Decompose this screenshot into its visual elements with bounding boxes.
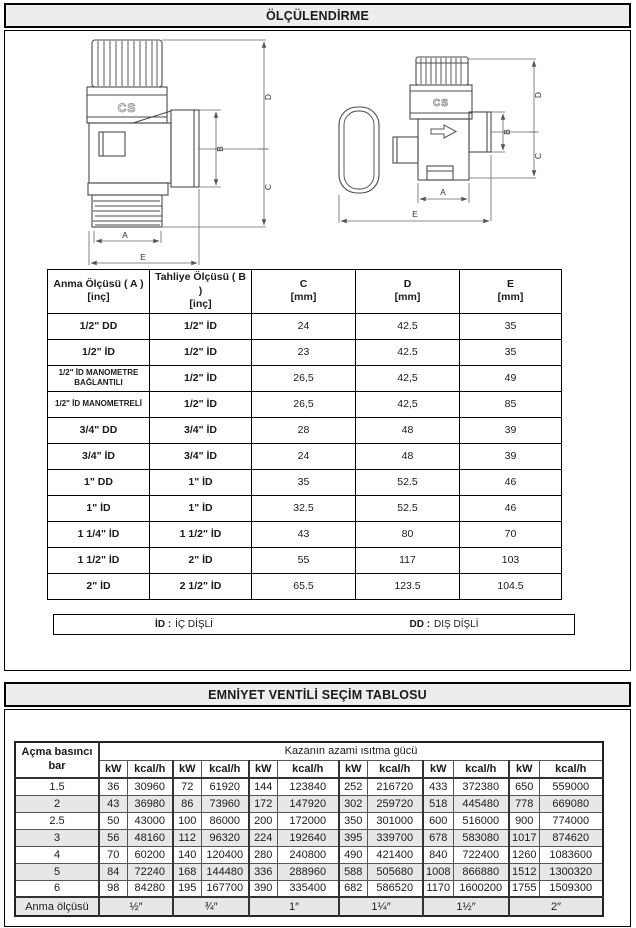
opening-pressure-cell: 2.5 [15,812,99,829]
col-header-anma-olcusu: Anma Ölçüsü ( A ) [inç] [48,270,150,314]
kw-value-cell: 252 [339,778,367,795]
opening-pressure-cell: 2 [15,795,99,812]
dim-label-d: D [263,93,273,101]
dim-label-b: B [215,146,225,152]
table-row [48,391,562,417]
kcalh-value-cell: 72240 [127,863,173,880]
dim-cell: 1 1/2" İD [48,547,150,573]
dimension-table-header-row [48,270,562,314]
kw-value-cell: 168 [173,863,201,880]
kcalh-value-cell: 669080 [539,795,603,812]
nominal-size-cell: 1½″ [423,897,509,916]
col-header-c: C [mm] [252,270,356,314]
dim-cell: 35 [460,313,562,339]
opening-pressure-cell: 3 [15,829,99,846]
col-header-tahliye-olcusu: Tahliye Ölçüsü ( B ) [inç] [150,270,252,314]
dim-cell: 43 [252,521,356,547]
unit-kw-header: kW [339,760,367,778]
kw-value-cell: 50 [99,812,127,829]
table-row [48,365,562,391]
kcalh-value-cell: 192640 [277,829,339,846]
kw-value-cell: 600 [423,812,453,829]
dim-cell: 70 [460,521,562,547]
unit-kcalh-header: kcal/h [127,760,173,778]
kcalh-value-cell: 874620 [539,829,603,846]
table-row [48,521,562,547]
dim-cell: 104.5 [460,573,562,599]
unit-header-row [15,760,603,778]
kcalh-value-cell: 1300320 [539,863,603,880]
table-row [48,547,562,573]
unit-kcalh-header: kcal/h [367,760,423,778]
nominal-size-cell: ¾″ [173,897,249,916]
left-valve-drawing [59,35,289,275]
outlet-port [171,110,199,187]
kcalh-value-cell: 516000 [453,812,509,829]
dim-cell: 1 1/2" İD [150,521,252,547]
table-row [48,573,562,599]
section-title-selection: EMNİYET VENTİLİ SEÇİM TABLOSU [4,682,631,707]
dim-cell: 39 [460,417,562,443]
dim-label-a: A [122,230,128,240]
dim-cell: 3/4" İD [150,443,252,469]
dim-cell: 3/4" DD [48,417,150,443]
dim-label-e: E [412,209,418,219]
kw-value-cell: 144 [249,778,277,795]
section-title-dimensioning: ÖLÇÜLENDİRME [4,3,631,28]
kcalh-value-cell: 123840 [277,778,339,795]
kw-value-cell: 650 [509,778,539,795]
dim-cell: 1/2" İD [48,339,150,365]
kw-value-cell: 140 [173,846,201,863]
kcalh-value-cell: 30960 [127,778,173,795]
dim-cell: 55 [252,547,356,573]
kcalh-value-cell: 445480 [453,795,509,812]
table-row [15,812,603,829]
unit-kcalh-header: kcal/h [539,760,603,778]
knurled-cap [416,57,468,85]
selection-table [14,741,604,917]
unit-kw-header: kW [423,760,453,778]
kw-value-cell: 302 [339,795,367,812]
dim-cell: 52.5 [356,495,460,521]
unit-kcalh-header: kcal/h [201,760,249,778]
kcalh-value-cell: 216720 [367,778,423,795]
unit-kw-header: kW [99,760,127,778]
kw-value-cell: 350 [339,812,367,829]
dim-label-a: A [440,187,446,197]
dim-cell: 1/2" İD [150,339,252,365]
kw-value-cell: 518 [423,795,453,812]
kw-value-cell: 900 [509,812,539,829]
kcalh-value-cell: 120400 [201,846,249,863]
nominal-size-cell: 1″ [249,897,339,916]
kcalh-value-cell: 144480 [201,863,249,880]
dimension-table [47,269,562,600]
table-row [15,880,603,897]
kw-value-cell: 172 [249,795,277,812]
kw-value-cell: 490 [339,846,367,863]
nominal-size-cell: ½″ [99,897,173,916]
dim-label-e: E [140,252,146,262]
dim-cell: 26,5 [252,391,356,417]
kw-value-cell: 200 [249,812,277,829]
valve-body-outline [87,40,199,227]
thread-legend [53,614,575,635]
opening-pressure-cell: 4 [15,846,99,863]
dim-cell: 24 [252,443,356,469]
kw-value-cell: 70 [99,846,127,863]
kw-value-cell: 1008 [423,863,453,880]
col-header-e: E [mm] [460,270,562,314]
table-row [15,846,603,863]
kw-value-cell: 840 [423,846,453,863]
dim-cell: 1" DD [48,469,150,495]
kcalh-value-cell: 147920 [277,795,339,812]
table-row [48,313,562,339]
sel-table-body [15,778,603,916]
kcalh-value-cell: 73960 [201,795,249,812]
dim-cell: 42,5 [356,365,460,391]
kcalh-value-cell: 259720 [367,795,423,812]
dim-cell: 48 [356,443,460,469]
kcalh-value-cell: 421400 [367,846,423,863]
kw-value-cell: 86 [173,795,201,812]
dim-cell: 2" İD [150,547,252,573]
dim-cell: 32.5 [252,495,356,521]
dim-cell: 42.5 [356,339,460,365]
kw-value-cell: 682 [339,880,367,897]
kcalh-value-cell: 96320 [201,829,249,846]
kw-value-cell: 224 [249,829,277,846]
dim-cell: 23 [252,339,356,365]
flow-arrow-icon [431,125,456,138]
right-valve-drawing [331,43,566,243]
dim-cell: 3/4" İD [150,417,252,443]
dim-label-c: C [533,152,543,160]
dim-cell: 1/2" İD MANOMETRE BAĞLANTILI [48,365,150,391]
kcalh-value-cell: 167700 [201,880,249,897]
knurled-cap [92,40,162,87]
kcalh-value-cell: 84280 [127,880,173,897]
dimensioning-section [4,30,631,671]
kcalh-value-cell: 559000 [539,778,603,795]
technical-drawings [5,31,630,267]
kcalh-value-cell: 48160 [127,829,173,846]
kcalh-value-cell: 1083600 [539,846,603,863]
dim-cell: 2" İD [48,573,150,599]
table-row [48,339,562,365]
kw-value-cell: 100 [173,812,201,829]
valve-body-outline [339,57,491,193]
kcalh-value-cell: 583080 [453,829,509,846]
kcalh-value-cell: 60200 [127,846,173,863]
dim-cell: 2 1/2" İD [150,573,252,599]
kw-value-cell: 43 [99,795,127,812]
unit-kw-header: kW [249,760,277,778]
kcalh-value-cell: 586520 [367,880,423,897]
dim-cell: 48 [356,417,460,443]
dim-cell: 46 [460,495,562,521]
dimension-lines [339,59,539,223]
kw-value-cell: 280 [249,846,277,863]
dim-cell: 39 [460,443,562,469]
nominal-size-label: Anma ölçüsü [15,897,99,916]
dim-table-body [48,313,562,599]
dim-cell: 46 [460,469,562,495]
dim-cell: 28 [252,417,356,443]
legend-id: İD : İÇ DİŞLİ [155,618,213,630]
kw-value-cell: 36 [99,778,127,795]
table-row [48,469,562,495]
unit-kw-header: kW [509,760,539,778]
opening-pressure-cell: 6 [15,880,99,897]
kcalh-value-cell: 774000 [539,812,603,829]
kw-value-cell: 56 [99,829,127,846]
kw-value-cell: 195 [173,880,201,897]
dim-label-c: C [263,183,273,191]
dim-cell: 80 [356,521,460,547]
kw-value-cell: 1512 [509,863,539,880]
kcalh-value-cell: 172000 [277,812,339,829]
kw-value-cell: 84 [99,863,127,880]
col-header-d: D [mm] [356,270,460,314]
unit-kcalh-header: kcal/h [453,760,509,778]
kcalh-value-cell: 335400 [277,880,339,897]
kw-value-cell: 1017 [509,829,539,846]
unit-kw-header: kW [173,760,201,778]
unit-kcalh-header: kcal/h [277,760,339,778]
kcalh-value-cell: 866880 [453,863,509,880]
kcalh-value-cell: 722400 [453,846,509,863]
kcalh-value-cell: 86000 [201,812,249,829]
kcalh-value-cell: 301000 [367,812,423,829]
dim-cell: 24 [252,313,356,339]
dim-cell: 65.5 [252,573,356,599]
kw-value-cell: 395 [339,829,367,846]
dim-cell: 42,5 [356,391,460,417]
col-header-kazan-gucu: Kazanın azami ısıtma gücü [99,742,603,760]
dim-cell: 1/2" İD [150,365,252,391]
nominal-size-cell: 1¼″ [339,897,423,916]
kw-value-cell: 1260 [509,846,539,863]
kcalh-value-cell: 505680 [367,863,423,880]
dim-cell: 1" İD [48,495,150,521]
kcalh-value-cell: 339700 [367,829,423,846]
kw-value-cell: 112 [173,829,201,846]
dim-cell: 123.5 [356,573,460,599]
hex-flange [88,183,168,195]
dim-cell: 49 [460,365,562,391]
dim-cell: 3/4" İD [48,443,150,469]
dim-label-b: B [502,129,512,135]
dim-cell: 1" İD [150,495,252,521]
nominal-size-cell: 2″ [509,897,603,916]
table-row [48,417,562,443]
selection-header-row [15,742,603,760]
table-row [15,795,603,812]
cs-logo: CS [117,101,137,115]
kcalh-value-cell: 1509300 [539,880,603,897]
dim-cell: 1/2" DD [48,313,150,339]
table-row [48,443,562,469]
kw-value-cell: 1170 [423,880,453,897]
kw-value-cell: 72 [173,778,201,795]
kcalh-value-cell: 1600200 [453,880,509,897]
dim-cell: 117 [356,547,460,573]
table-row [15,829,603,846]
dim-label-d: D [533,91,543,99]
col-header-acma-basinci: Açma basıncı bar [15,742,99,778]
kw-value-cell: 778 [509,795,539,812]
kcalh-value-cell: 372380 [453,778,509,795]
dim-cell: 103 [460,547,562,573]
selection-section [4,709,631,927]
kcalh-value-cell: 43000 [127,812,173,829]
dim-cell: 1" İD [150,469,252,495]
dim-cell: 1/2" İD MANOMETRELİ [48,391,150,417]
dim-cell: 1 1/4" İD [48,521,150,547]
table-row [15,778,603,795]
dim-cell: 42.5 [356,313,460,339]
dim-cell: 52.5 [356,469,460,495]
table-row [48,495,562,521]
kw-value-cell: 98 [99,880,127,897]
dim-cell: 35 [252,469,356,495]
kw-value-cell: 336 [249,863,277,880]
kw-value-cell: 678 [423,829,453,846]
legend-dd: DD : DIŞ DİŞLİ [409,618,479,630]
dim-cell: 85 [460,391,562,417]
cs-logo: CS [433,98,449,109]
kw-value-cell: 433 [423,778,453,795]
table-row [15,863,603,880]
kcalh-value-cell: 240800 [277,846,339,863]
kcalh-value-cell: 61920 [201,778,249,795]
opening-pressure-cell: 1.5 [15,778,99,795]
dim-cell: 35 [460,339,562,365]
kw-value-cell: 390 [249,880,277,897]
opening-pressure-cell: 5 [15,863,99,880]
dim-cell: 1/2" İD [150,391,252,417]
bottom-port [427,166,453,180]
dim-cell: 26,5 [252,365,356,391]
kcalh-value-cell: 288960 [277,863,339,880]
dim-cell: 1/2" İD [150,313,252,339]
kcalh-value-cell: 36980 [127,795,173,812]
nominal-size-row [15,897,603,916]
kw-value-cell: 1755 [509,880,539,897]
kw-value-cell: 588 [339,863,367,880]
